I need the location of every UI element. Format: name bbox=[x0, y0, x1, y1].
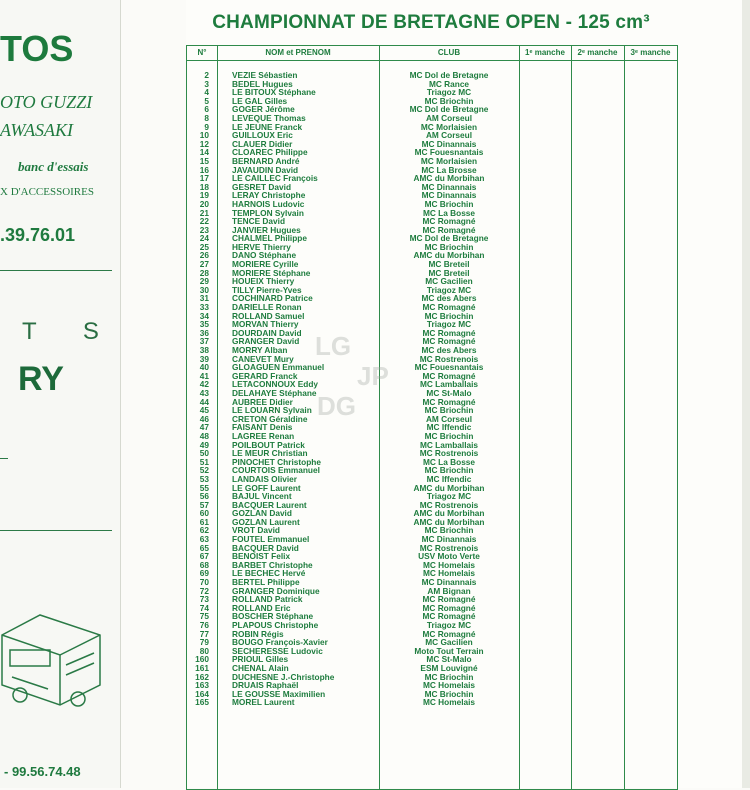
entry-club: MC Romagné bbox=[422, 336, 476, 347]
entry-club: Triagoz MC bbox=[426, 319, 472, 330]
entry-number: 37 bbox=[199, 336, 209, 347]
header-run-1: 1ᵉ manche bbox=[525, 48, 565, 57]
entry-club: ESM Louvigné bbox=[420, 662, 478, 673]
ad-divider-3 bbox=[0, 530, 112, 531]
entry-club: MC Morlaisien bbox=[420, 155, 478, 166]
entry-club: MC Dinannais bbox=[421, 181, 477, 192]
entry-number: 55 bbox=[199, 482, 209, 493]
entry-number: 38 bbox=[199, 345, 209, 355]
entry-club: MC Homelais bbox=[422, 697, 476, 708]
entry-name: LANDAIS Olivier bbox=[232, 473, 298, 484]
entry-number: 28 bbox=[199, 267, 209, 278]
entry-name: MORRY Alban bbox=[232, 345, 288, 355]
entry-name: LE MEUR Christian bbox=[232, 448, 308, 459]
header-number: N° bbox=[197, 48, 207, 57]
entry-club: MC Fouesnantais bbox=[414, 147, 484, 158]
entry-name: COCHINARD Patrice bbox=[232, 293, 313, 304]
entry-number: 39 bbox=[199, 353, 209, 364]
entry-number: 12 bbox=[199, 138, 209, 149]
entry-name: CRETON Géraldine bbox=[232, 413, 308, 424]
entry-name: DOURDAIN David bbox=[232, 327, 302, 338]
entry-number: 165 bbox=[195, 697, 209, 708]
entry-club: MC Dinannais bbox=[421, 534, 477, 545]
entry-name: HOUEIX Thierry bbox=[232, 276, 295, 287]
entry-number: 45 bbox=[199, 405, 209, 416]
entry-club: MC St-Malo bbox=[426, 387, 472, 398]
entry-name: GLOAGUEN Emmanuel bbox=[232, 362, 325, 373]
ad-line-kawasaki: AWASAKI bbox=[0, 120, 74, 140]
entry-club: AM Corseul bbox=[425, 413, 473, 424]
entry-number: 17 bbox=[199, 173, 209, 184]
entry-name: CLOAREC Philippe bbox=[232, 147, 308, 158]
entry-name: PRIOUL Gilles bbox=[232, 654, 289, 665]
entry-name: VROT David bbox=[232, 525, 280, 536]
entry-number: 43 bbox=[199, 387, 209, 398]
entry-club: MC Briochin bbox=[424, 405, 474, 416]
ad-divider-2 bbox=[0, 458, 8, 459]
entry-name: BARBET Christophe bbox=[232, 559, 313, 570]
entry-name: BENOIST Felix bbox=[232, 551, 291, 562]
entry-name: SECHERESSE Ludovic bbox=[232, 645, 323, 656]
entry-number: 33 bbox=[199, 302, 209, 313]
truck-illustration bbox=[0, 595, 112, 715]
entry-name: LE CAILLEC François bbox=[232, 173, 318, 184]
entry-number: 44 bbox=[199, 396, 209, 407]
ad-letters: T S bbox=[22, 318, 119, 345]
entry-name: GOZLAN David bbox=[232, 508, 292, 519]
document-title: CHAMPIONNAT DE BRETAGNE OPEN - 125 cm³ bbox=[212, 12, 650, 33]
entry-club: MC Romagné bbox=[422, 327, 476, 338]
entry-club: MC Breteil bbox=[428, 259, 470, 270]
entry-number: 24 bbox=[199, 233, 209, 244]
entry-club: MC Dinannais bbox=[421, 190, 477, 201]
entry-club: MC Iffendic bbox=[426, 422, 472, 433]
entry-name: MOREL Laurent bbox=[232, 697, 295, 708]
watermark-dg: DG bbox=[317, 391, 356, 421]
entry-club: MC Romagné bbox=[422, 594, 476, 605]
left-ad-page bbox=[0, 0, 121, 788]
entry-number: 160 bbox=[195, 654, 209, 665]
entry-name: AUBREE Didier bbox=[232, 396, 293, 407]
entry-list-page bbox=[186, 0, 750, 788]
entry-number: 51 bbox=[199, 456, 209, 467]
entry-club: Triagoz MC bbox=[426, 87, 472, 98]
entry-club: AM Bignan bbox=[427, 585, 471, 596]
entry-club: MC Romagné bbox=[422, 370, 476, 381]
entry-club: MC Gacilien bbox=[425, 637, 473, 648]
entry-table bbox=[186, 45, 678, 790]
entry-club: MC Homelais bbox=[422, 568, 476, 579]
entry-club: MC des Abers bbox=[421, 293, 477, 304]
entry-number: 75 bbox=[199, 611, 209, 622]
entry-club: MC Romagné bbox=[422, 224, 476, 235]
entry-name: LE LOUARN Sylvain bbox=[232, 405, 312, 416]
entry-club: AMC du Morbihan bbox=[413, 482, 485, 493]
entry-name: GUILLOUX Eric bbox=[232, 130, 293, 141]
entry-club: MC Romagné bbox=[422, 396, 476, 407]
entry-number: 35 bbox=[199, 319, 209, 330]
entry-number: 52 bbox=[199, 465, 209, 476]
ad-name-fragment: RY bbox=[18, 360, 64, 398]
entry-number: 41 bbox=[199, 370, 209, 381]
entry-number: 31 bbox=[199, 293, 209, 304]
entry-number: 10 bbox=[199, 130, 209, 141]
entry-name: LE GOFF Laurent bbox=[232, 482, 301, 493]
entry-club: MC Morlaisien bbox=[420, 121, 478, 132]
entry-number: 23 bbox=[199, 224, 209, 235]
entry-number: 40 bbox=[199, 362, 209, 373]
entry-name: MORIERE Stéphane bbox=[232, 267, 311, 278]
entry-club: AM Corseul bbox=[425, 130, 473, 141]
entry-name: GESRET David bbox=[232, 181, 292, 192]
entry-name: LE GAL Gilles bbox=[232, 95, 288, 106]
table-row bbox=[187, 698, 677, 707]
entry-number: 15 bbox=[199, 155, 209, 166]
entry-number: 69 bbox=[199, 568, 209, 579]
entry-number: 49 bbox=[199, 439, 209, 450]
entry-number: 61 bbox=[199, 516, 209, 527]
entry-name: BOSCHER Stéphane bbox=[232, 611, 314, 622]
entry-club: MC des Abers bbox=[421, 345, 477, 355]
entry-number: 5 bbox=[204, 95, 209, 106]
entry-name: DANO Stéphane bbox=[232, 250, 297, 261]
entry-club: Triagoz MC bbox=[426, 620, 472, 630]
ad-line-moto-guzzi: OTO GUZZI bbox=[0, 92, 93, 112]
entry-number: 6 bbox=[204, 104, 209, 115]
entry-name: JAVAUDIN David bbox=[232, 164, 299, 175]
entry-name: BACQUER Laurent bbox=[232, 499, 307, 510]
entry-number: 19 bbox=[199, 190, 209, 201]
ad-brand-fragment: TOS bbox=[0, 28, 74, 69]
entry-club: MC Romagné bbox=[422, 216, 476, 227]
entry-number: 50 bbox=[199, 448, 209, 459]
entry-name: LAGREE Renan bbox=[232, 430, 295, 441]
entry-name: CHENAL Alain bbox=[232, 662, 289, 673]
entry-number: 47 bbox=[199, 422, 209, 433]
entry-name: BERNARD André bbox=[232, 155, 300, 166]
entry-number: 29 bbox=[199, 276, 209, 287]
entry-number: 77 bbox=[199, 628, 209, 639]
entry-number: 67 bbox=[199, 551, 209, 562]
entry-name: BERTEL Philippe bbox=[232, 577, 300, 588]
entry-number: 34 bbox=[199, 310, 209, 321]
entry-rows bbox=[187, 71, 677, 707]
entry-club: MC Iffendic bbox=[426, 473, 472, 484]
entry-name: ROLLAND Samuel bbox=[232, 310, 305, 321]
entry-club: MC Briochin bbox=[424, 465, 474, 476]
entry-club: AMC du Morbihan bbox=[413, 516, 485, 527]
entry-club: MC Rostrenois bbox=[419, 353, 479, 364]
entry-number: 21 bbox=[199, 207, 209, 218]
entry-club: MC Rostrenois bbox=[419, 499, 479, 510]
entry-club: MC La Bosse bbox=[422, 207, 476, 218]
entry-name: BEDEL Hugues bbox=[232, 78, 293, 89]
ad-divider-1 bbox=[0, 270, 112, 271]
entry-club: MC Lamballais bbox=[419, 379, 479, 390]
entry-number: 56 bbox=[199, 491, 209, 502]
watermark-jp: JP bbox=[357, 361, 389, 391]
entry-number: 162 bbox=[195, 671, 209, 682]
entry-number: 73 bbox=[199, 594, 209, 605]
entry-club: MC Dinannais bbox=[421, 138, 477, 149]
entry-number: 8 bbox=[204, 112, 209, 123]
entry-number: 16 bbox=[199, 164, 209, 175]
entry-number: 65 bbox=[199, 542, 209, 553]
entry-name: PINOCHET Christophe bbox=[232, 456, 321, 467]
page-edge bbox=[742, 0, 750, 788]
entry-club: MC Fouesnantais bbox=[414, 362, 484, 373]
entry-number: 164 bbox=[195, 688, 209, 699]
entry-number: 74 bbox=[199, 602, 209, 613]
entry-club: MC Homelais bbox=[422, 680, 476, 691]
entry-club: Moto Tout Terrain bbox=[414, 645, 484, 656]
ad-service: banc d'essais bbox=[18, 159, 89, 174]
entry-name: FOUTEL Emmanuel bbox=[232, 534, 310, 545]
ad-accessories: X D'ACCESSOIRES bbox=[0, 186, 94, 198]
ad-bottom-phone: - 99.56.74.48 bbox=[4, 764, 81, 779]
entry-name: DUCHESNE J.-Christophe bbox=[232, 671, 335, 682]
entry-name: DARIELLE Ronan bbox=[232, 302, 302, 313]
entry-club: USV Moto Verte bbox=[418, 551, 480, 562]
entry-number: 163 bbox=[195, 680, 209, 691]
entry-number: 26 bbox=[199, 250, 209, 261]
entry-number: 4 bbox=[204, 87, 209, 98]
entry-club: MC Romagné bbox=[422, 611, 476, 622]
entry-club: MC Briochin bbox=[424, 525, 474, 536]
entry-club: MC Rostrenois bbox=[419, 448, 479, 459]
entry-name: FAISANT Denis bbox=[232, 422, 293, 433]
ad-phone: .39.76.01 bbox=[0, 225, 76, 245]
entry-name: LE BECHEC Hervé bbox=[232, 568, 306, 579]
entry-name: COURTOIS Emmanuel bbox=[232, 465, 320, 476]
entry-club: MC St-Malo bbox=[426, 654, 472, 665]
entry-name: GOGER Jérôme bbox=[232, 104, 295, 115]
entry-name: ROBIN Régis bbox=[232, 628, 284, 639]
entry-name: GOZLAN Laurent bbox=[232, 516, 300, 527]
entry-club: MC Briochin bbox=[424, 198, 474, 209]
entry-number: 36 bbox=[199, 327, 209, 338]
entry-name: CLAUER Didier bbox=[232, 138, 293, 149]
entry-club: AMC du Morbihan bbox=[413, 173, 485, 184]
entry-number: 48 bbox=[199, 430, 209, 441]
entry-number: 3 bbox=[204, 78, 209, 89]
entry-number: 25 bbox=[199, 241, 209, 252]
entry-number: 80 bbox=[199, 645, 209, 656]
entry-club: MC Briochin bbox=[424, 430, 474, 441]
entry-name: TILLY Pierre-Yves bbox=[232, 284, 302, 295]
entry-name: BAJUL Vincent bbox=[232, 491, 292, 502]
entry-name: VEZIE Sébastien bbox=[232, 70, 298, 80]
header-club: CLUB bbox=[437, 48, 461, 57]
entry-number: 70 bbox=[199, 577, 209, 588]
entry-name: DRUAIS Raphaël bbox=[232, 680, 299, 691]
entry-number: 60 bbox=[199, 508, 209, 519]
entry-club: MC La Brosse bbox=[421, 164, 477, 175]
entry-number: 42 bbox=[199, 379, 209, 390]
entry-club: MC Dol de Bretagne bbox=[409, 70, 489, 80]
entry-name: ROLLAND Eric bbox=[232, 602, 291, 613]
entry-number: 18 bbox=[199, 181, 209, 192]
entry-name: LE BITOUX Stéphane bbox=[232, 87, 316, 98]
entry-club: MC Dol de Bretagne bbox=[409, 233, 489, 244]
entry-name: CHALMEL Philippe bbox=[232, 233, 307, 244]
entry-club: MC Lamballais bbox=[419, 439, 479, 450]
entry-number: 72 bbox=[199, 585, 209, 596]
entry-club: MC Briochin bbox=[424, 688, 474, 699]
entry-name: CANEVET Mury bbox=[232, 353, 294, 364]
entry-name: HERVE Thierry bbox=[232, 241, 291, 252]
entry-name: TENCE David bbox=[232, 216, 286, 227]
entry-club: MC Briochin bbox=[424, 241, 474, 252]
entry-club: MC Rostrenois bbox=[419, 542, 479, 553]
entry-club: MC La Bosse bbox=[422, 456, 476, 467]
entry-club: MC Breteil bbox=[428, 267, 470, 278]
entry-number: 20 bbox=[199, 198, 209, 209]
entry-club: Triagoz MC bbox=[426, 491, 472, 502]
entry-name: GERARD Franck bbox=[232, 370, 298, 381]
entry-club: MC Gacilien bbox=[425, 276, 473, 287]
entry-name: TEMPLON Sylvain bbox=[232, 207, 304, 218]
entry-club: MC Romagné bbox=[422, 602, 476, 613]
entry-number: 68 bbox=[199, 559, 209, 570]
entry-club: AM Corseul bbox=[425, 112, 473, 123]
entry-number: 9 bbox=[204, 121, 209, 132]
header-name: NOM et PRENOM bbox=[265, 48, 331, 57]
entry-club: MC Homelais bbox=[422, 559, 476, 570]
entry-name: GRANGER Dominique bbox=[232, 585, 320, 596]
entry-number: 79 bbox=[199, 637, 209, 648]
entry-club: AMC du Morbihan bbox=[413, 508, 485, 519]
entry-number: 30 bbox=[199, 284, 209, 295]
entry-name: LETACONNOUX Eddy bbox=[232, 379, 319, 390]
entry-number: 63 bbox=[199, 534, 209, 545]
entry-name: BOUGO François-Xavier bbox=[232, 637, 328, 648]
watermark-lg: LG bbox=[315, 331, 352, 361]
entry-number: 46 bbox=[199, 413, 209, 424]
entry-club: Triagoz MC bbox=[426, 284, 472, 295]
entry-name: BACQUER David bbox=[232, 542, 299, 553]
entry-number: 22 bbox=[199, 216, 209, 227]
entry-name: LERAY Christophe bbox=[232, 190, 306, 201]
entry-club: MC Dinannais bbox=[421, 577, 477, 588]
entry-club: MC Briochin bbox=[424, 671, 474, 682]
entry-name: MORVAN Thierry bbox=[232, 319, 299, 330]
entry-name: ROLLAND Patrick bbox=[232, 594, 303, 605]
entry-number: 14 bbox=[199, 147, 209, 158]
entry-name: JANVIER Hugues bbox=[232, 224, 301, 235]
entry-name: POILBOUT Patrick bbox=[232, 439, 305, 450]
header-rule bbox=[187, 60, 677, 61]
entry-name: HARNOIS Ludovic bbox=[232, 198, 305, 209]
entry-name: LEVEQUE Thomas bbox=[232, 112, 306, 123]
entry-club: AMC du Morbihan bbox=[413, 250, 485, 261]
entry-number: 57 bbox=[199, 499, 209, 510]
entry-name: GRANGER David bbox=[232, 336, 300, 347]
entry-number: 161 bbox=[195, 662, 209, 673]
entry-name: MORIERE Cyrille bbox=[232, 259, 299, 270]
entry-number: 53 bbox=[199, 473, 209, 484]
entry-club: MC Dol de Bretagne bbox=[409, 104, 489, 115]
entry-name: LE JEUNE Franck bbox=[232, 121, 303, 132]
header-run-3: 3ᵉ manche bbox=[630, 48, 671, 57]
entry-number: 2 bbox=[204, 70, 209, 80]
entry-club: MC Romagné bbox=[422, 302, 476, 313]
header-run-2: 2ᵉ manche bbox=[577, 48, 618, 57]
entry-number: 76 bbox=[199, 620, 209, 630]
entry-club: MC Romagné bbox=[422, 628, 476, 639]
entry-name: DELAHAYE Stéphane bbox=[232, 387, 317, 398]
entry-club: MC Rance bbox=[428, 78, 470, 89]
entry-name: PLAPOUS Christophe bbox=[232, 620, 319, 630]
entry-name: LE GOUSSE Maximilien bbox=[232, 688, 326, 699]
entry-number: 62 bbox=[199, 525, 209, 536]
entry-club: MC Briochin bbox=[424, 310, 474, 321]
entry-number: 27 bbox=[199, 259, 209, 270]
entry-club: MC Briochin bbox=[424, 95, 474, 106]
